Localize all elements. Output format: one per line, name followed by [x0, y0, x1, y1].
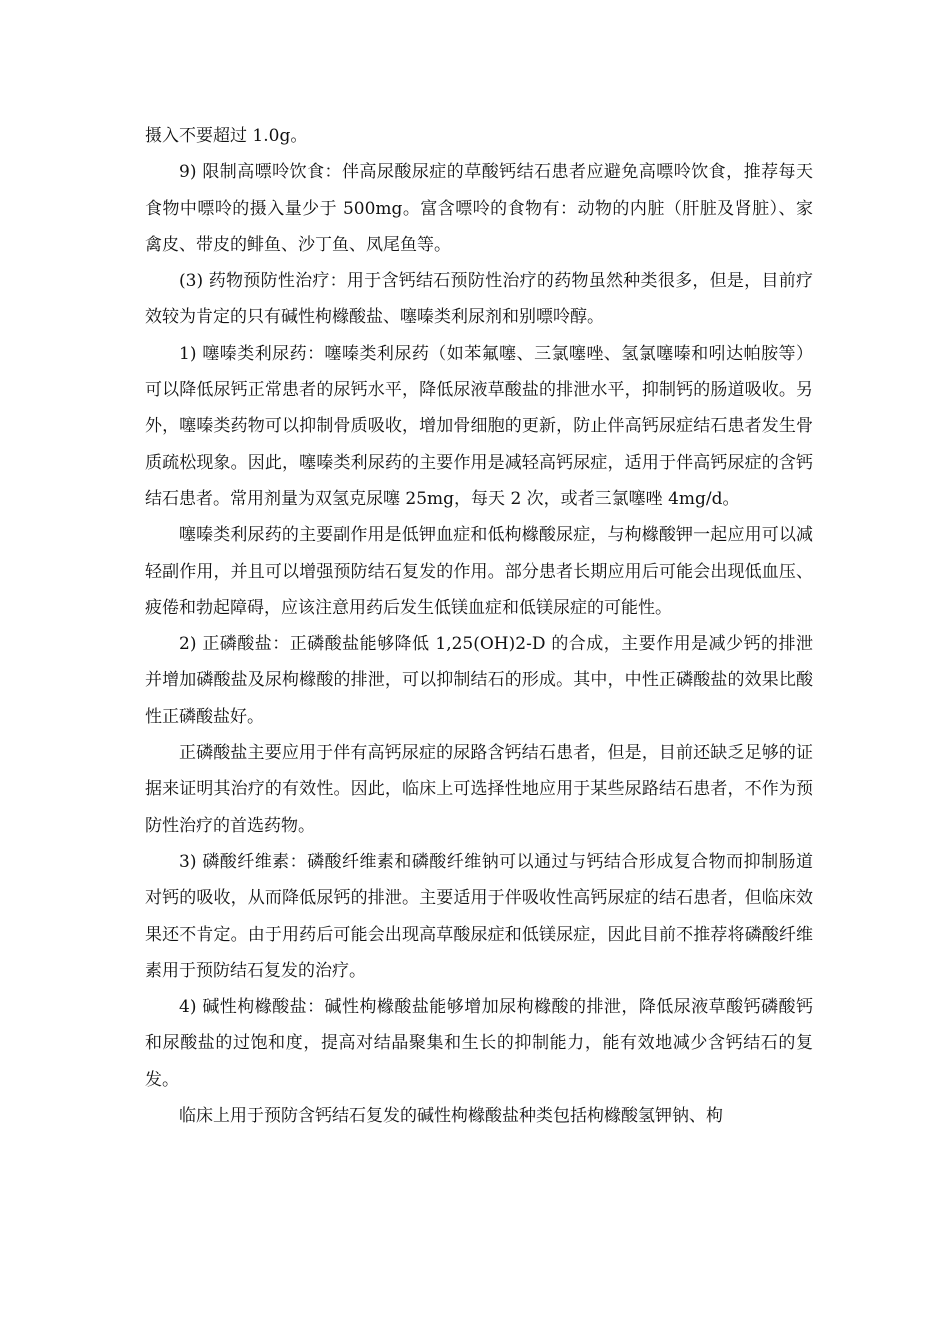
paragraph-citrate-types: 临床上用于预防含钙结石复发的碱性枸橼酸盐种类包括枸橼酸氢钾钠、枸	[179, 1106, 723, 1127]
paragraph-thiazide-diuretics: 1) 噻嗪类利尿药：噻嗪类利尿药（如苯氟噻、三氯噻唑、氢氯噻嗪和吲达帕胺等）可以降低尿钙正常患者的尿钙水平，降低尿液草酸盐的排泄水平，抑制钙的肠道吸收。另外，噻嗪类药物可以抑制骨质吸收，增加骨细胞的更新，防止伴高钙尿症结石患者发生骨质疏松现象。因此，噻嗪类利尿药的主要作用是减轻高钙尿症，适用于伴高钙尿症的含钙结石患者。常用剂量为双氢克尿噻 25mg，每天 2 次，或者三氯噻唑 4mg/d。	[145, 343, 813, 509]
paragraph-alkaline-citrate: 4) 碱性枸橼酸盐：碱性枸橼酸盐能够增加尿枸橼酸的排泄，降低尿液草酸钙磷酸钙和尿酸盐的过饱和度，提高对结晶聚集和生长的抑制能力，能有效地减少含钙结石的复发。	[145, 997, 813, 1090]
document-page	[145, 118, 813, 1134]
paragraph-orthophosphate: 2) 正磷酸盐：正磷酸盐能够降低 1,25(OH)2-D 的合成，主要作用是减少钙的排泄并增加磷酸盐及尿枸橼酸的排泄，可以抑制结石的形成。其中，中性正磷酸盐的效果比酸性正磷酸盐好。	[145, 634, 813, 727]
paragraph-cellulose-phosphate: 3) 磷酸纤维素：磷酸纤维素和磷酸纤维钠可以通过与钙结合形成复合物而抑制肠道对钙的吸收，从而降低尿钙的排泄。主要适用于伴吸收性高钙尿症的结石患者，但临床效果还不肯定。由于用药后可能会出现高草酸尿症和低镁尿症，因此目前不推荐将磷酸纤维素用于预防结石复发的治疗。	[145, 851, 813, 981]
paragraph-thiazide-side-effects: 噻嗪类利尿药的主要副作用是低钾血症和低枸橼酸尿症，与枸橼酸钾一起应用可以减轻副作用，并且可以增强预防结石复发的作用。部分患者长期应用后可能会出现低血压、疲倦和勃起障碍，应该注意用药后发生低镁血症和低镁尿症的可能性。	[145, 525, 813, 618]
paragraph-intake-limit: 摄入不要超过 1.0g。	[145, 126, 308, 146]
paragraph-purine-restriction: 9) 限制高嘌呤饮食：伴高尿酸尿症的草酸钙结石患者应避免高嘌呤饮食，推荐每天食物中嘌呤的摄入量少于 500mg。富含嘌呤的食物有：动物的内脏（肝脏及肾脏）、家禽皮、带皮的鲱鱼、沙丁鱼、凤尾鱼等。	[145, 162, 813, 255]
paragraph-orthophosphate-usage: 正磷酸盐主要应用于伴有高钙尿症的尿路含钙结石患者，但是，目前还缺乏足够的证据来证明其治疗的有效性。因此，临床上可选择性地应用于某些尿路结石患者，不作为预防性治疗的首选药物。	[145, 743, 813, 836]
paragraph-drug-prevention: (3) 药物预防性治疗：用于含钙结石预防性治疗的药物虽然种类很多，但是，目前疗效较为肯定的只有碱性枸橼酸盐、噻嗪类利尿剂和别嘌呤醇。	[145, 271, 813, 328]
